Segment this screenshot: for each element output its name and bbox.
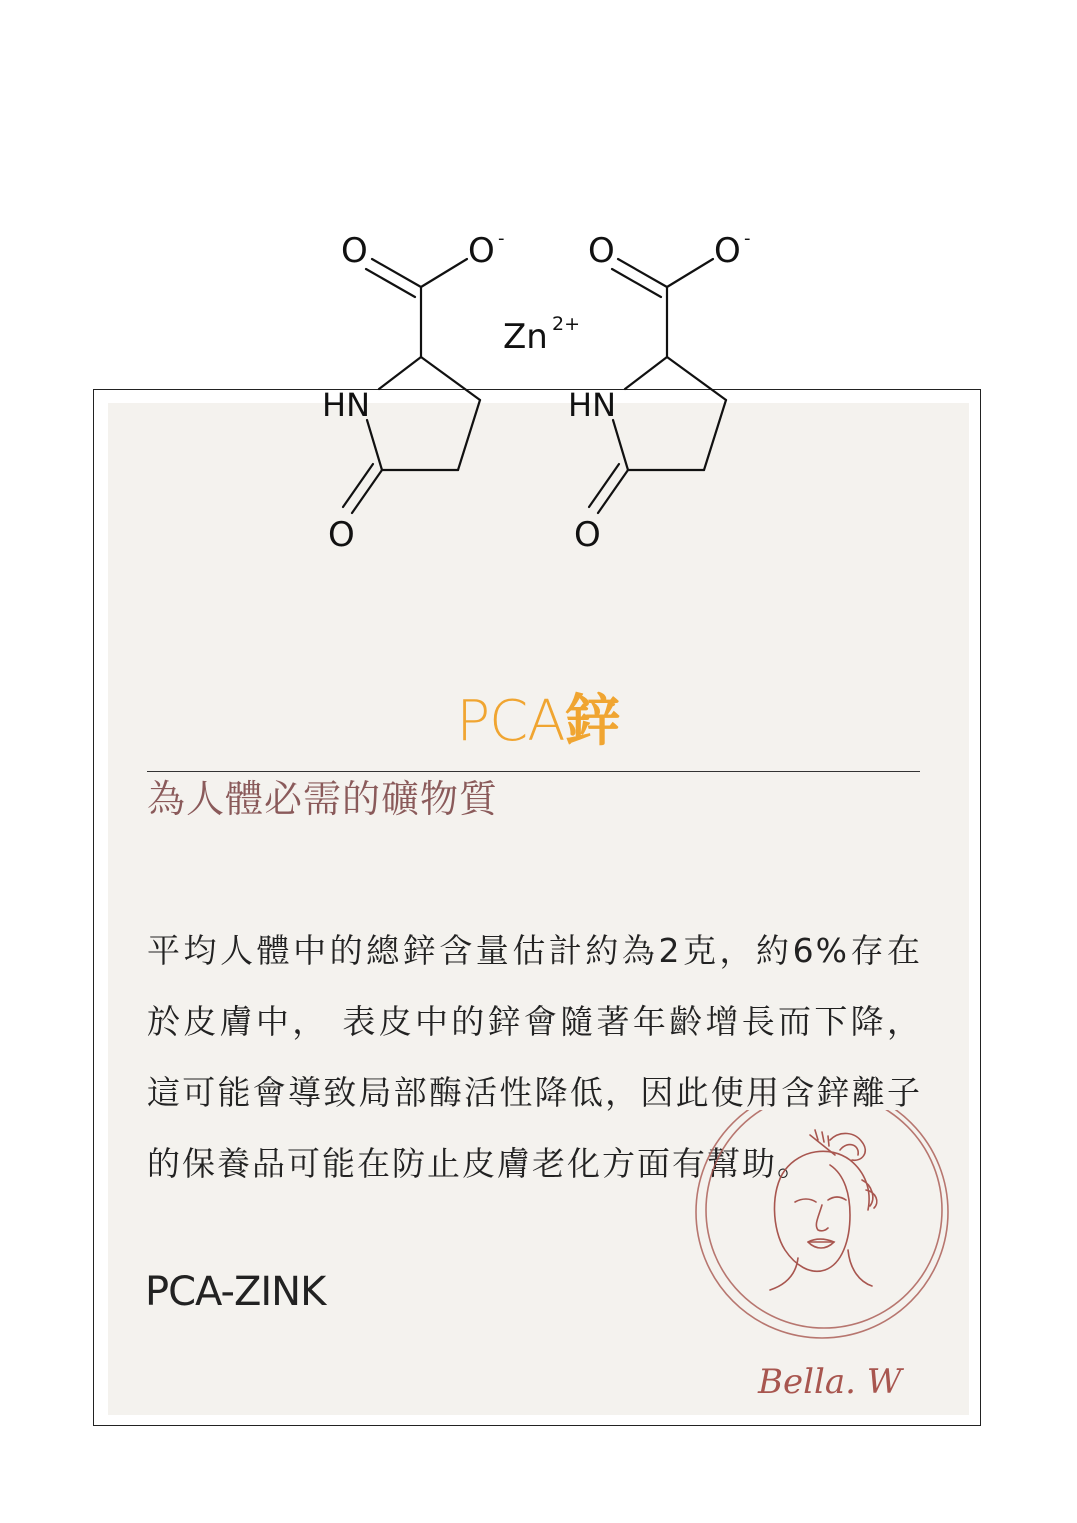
zinc-charge-label: 2+	[552, 313, 581, 335]
zinc-pca-structure-diagram	[0, 0, 1077, 600]
subtitle: 為人體必需的礦物質	[147, 777, 499, 821]
charge-label: -	[744, 228, 751, 249]
signature-text: Bella. W	[758, 1362, 902, 1402]
atom-label: O	[468, 231, 495, 271]
atom-label: O	[588, 231, 615, 271]
body-paragraph: 平均人體中的總鋅含量估計約為2克，約6%存在於皮膚中， 表皮中的鋅會隨著年齡增長而下降，這可能會導致局部酶活性降低，因此使用含鋅離子的保養品可能在防止皮膚老化方面有幫助。	[147, 931, 922, 1183]
face-logo-icon	[690, 1110, 960, 1410]
atom-label: O	[328, 515, 355, 555]
title-divider	[147, 771, 920, 772]
atom-label: O	[714, 231, 741, 271]
title-cjk: 鋅	[564, 689, 621, 754]
page-title	[0, 690, 1077, 754]
atom-label: O	[574, 515, 601, 555]
zinc-label: Zn	[503, 317, 548, 357]
atom-label: HN	[322, 386, 370, 424]
atom-label: O	[341, 231, 368, 271]
latin-name: PCA-ZINK	[145, 1269, 326, 1315]
atom-label: HN	[568, 386, 616, 424]
charge-label: -	[498, 228, 505, 249]
title-latin: PCA	[456, 689, 565, 754]
